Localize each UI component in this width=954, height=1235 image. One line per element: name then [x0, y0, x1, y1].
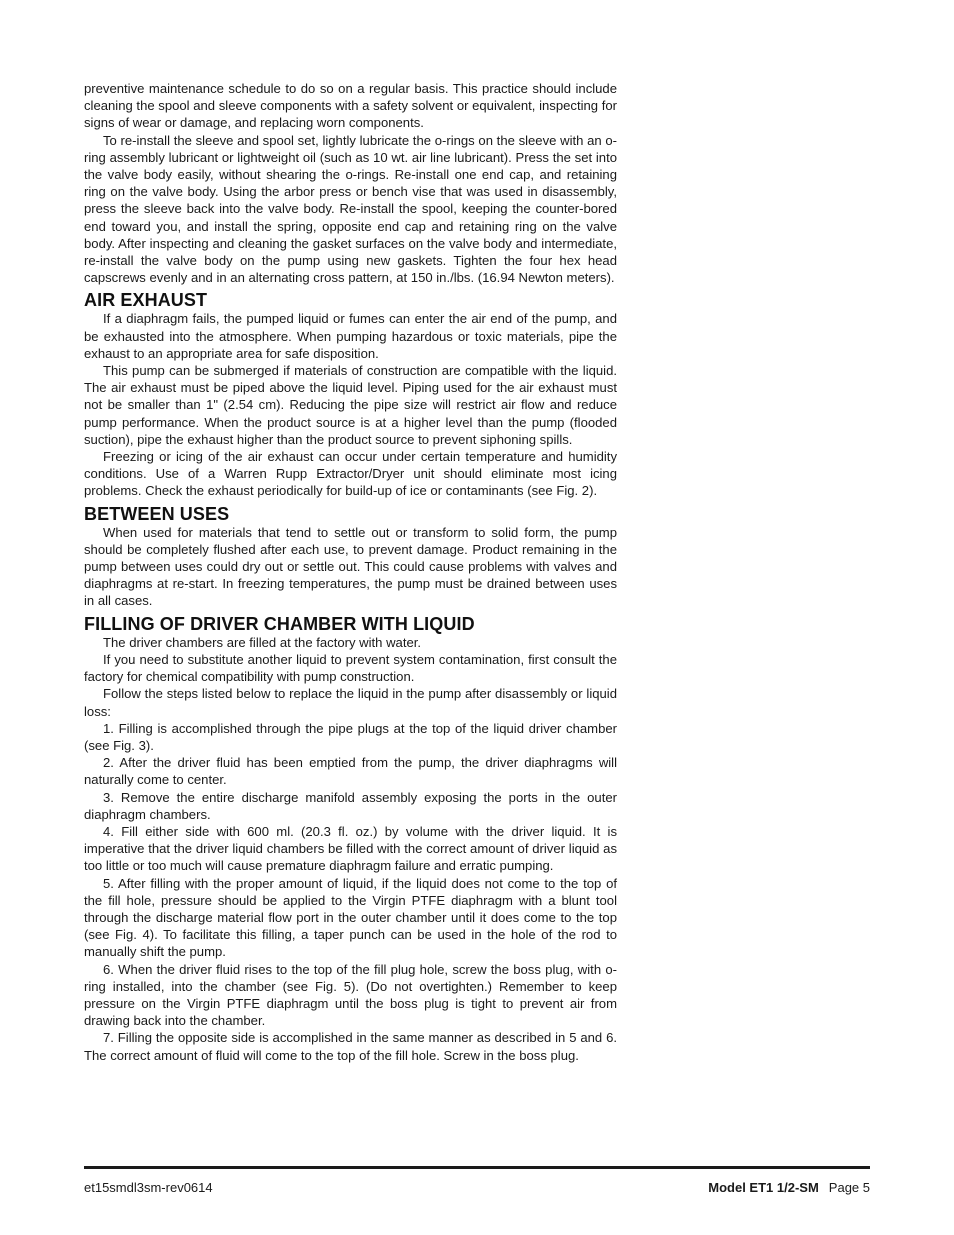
footer-page-number: Page 5 — [828, 1180, 870, 1195]
filling-step-4: 4. Fill either side with 600 ml. (20.3 fl. oz.) by volume with the driver liquid. It is imperative that the driver liquid chambers be filled with the correct amount of driver liquid as too little or too much will cause premature diaphragm failure and erratic pumping. — [84, 823, 617, 874]
between-uses-section — [84, 504, 617, 610]
filling-section — [84, 614, 617, 1064]
air-exhaust-paragraph-3: Freezing or icing of the air exhaust can occur under certain temperature and humidity conditions. Use of a Warren Rupp Extractor/Dryer unit should eliminate most icing problems. Check the exhaust periodically for build-up of ice or contaminants (see Fig. 2). — [84, 449, 617, 499]
filling-paragraph-2: If you need to substitute another liquid to prevent system contamination, first consult the factory for chemical compatibility with pump construction. — [84, 651, 617, 685]
footer-model-page — [708, 1180, 870, 1195]
intro-paragraph-2: To re-install the sleeve and spool set, lightly lubricate the o-rings on the sleeve with an o-ring assembly lubricant or lightweight oil (such as 10 wt. air line lubricant). Press the set into the valve body easily, without shearing the o-rings. Re-install one end cap, and retaining ring on the valve body. Using the arbor press or bench vise that was used in disassembly, press the sleeve back into the valve body. Re-install the spool, keeping the counter-bored end toward you, and install the spring, opposite end cap and retaining ring on the valve body. After inspecting and cleaning the gasket surfaces on the valve body and intermediate, re-install the valve body on the pump using new gaskets. Tighten the four hex head capscrews evenly and in an alternating cross pattern, at 150 in./lbs. (16.94 Newton meters). — [84, 132, 617, 286]
filling-paragraph-3: Follow the steps listed below to replace the liquid in the pump after disassembly or liquid loss: — [84, 686, 617, 719]
air-exhaust-heading: AIR EXHAUST — [84, 290, 208, 311]
filling-step-5: 5. After filling with the proper amount of liquid, if the liquid does not come to the top of the fill hole, pressure should be applied to the Virgin PTFE diaphragm with a blunt tool through the discharge material flow port in the outer chamber until it does come to the top (see Fig. 4). To facilitate this filling, a taper punch can be used in the hole of the rod to manually shift the pump. — [84, 875, 617, 960]
filling-step-3: 3. Remove the entire discharge manifold assembly exposing the ports in the outer diaphragm chambers. — [84, 789, 617, 822]
filling-heading: FILLING OF DRIVER CHAMBER WITH LIQUID — [84, 613, 475, 634]
filling-step-7: 7. Filling the opposite side is accomplished in the same manner as described in 5 and 6. The correct amount of fluid will come to the top of the fill hole. Screw in the boss plug. — [84, 1030, 617, 1063]
between-uses-heading: BETWEEN USES — [84, 503, 230, 524]
filling-step-6: 6. When the driver fluid rises to the top of the fill plug hole, screw the boss plug, with o-ring installed, into the chamber (see Fig. 5). (Do not overtighten.) Remember to keep pressure on the Virgin PTFE diaphragm until the boss plug is tight to prevent air from drawing back into the chamber. — [84, 961, 617, 1029]
filling-paragraph-1: The driver chambers are filled at the factory with water. — [103, 634, 422, 650]
filling-step-2: 2. After the driver fluid has been emptied from the pump, the driver diaphragms will naturally come to center. — [84, 755, 617, 788]
footer-model: Model ET1 1/2-SM — [708, 1180, 819, 1195]
footer-doc-code: et15smdl3sm-rev0614 — [84, 1180, 213, 1195]
filling-step-1: 1. Filling is accomplished through the pipe plugs at the top of the liquid driver chamber (see Fig. 3). — [84, 720, 617, 753]
air-exhaust-section — [84, 290, 617, 499]
text-column — [84, 80, 617, 1064]
between-uses-paragraph: When used for materials that tend to settle out or transform to solid form, the pump should be completely flushed after each use, to prevent damage. Product remaining in the pump between uses could dry out or settle out. This could cause problems with valves and diaphragms at re-start. In freezing temperatures, the pump must be drained between uses in all cases. — [84, 524, 617, 609]
footer-divider — [84, 1166, 870, 1169]
air-exhaust-paragraph-2: This pump can be submerged if materials of construction are compatible with the liquid. The air exhaust must be piped above the liquid level. Piping used for the air exhaust must not be smaller than 1" (2.54 cm). Reducing the pipe size will restrict air flow and reduce pump performance. When the product source is at a higher level than the pump (flooded suction), pipe the exhaust higher than the product source to prevent siphoning spills. — [84, 363, 617, 447]
air-exhaust-paragraph-1: If a diaphragm fails, the pumped liquid or fumes can enter the air end of the pump, and be exhausted into the atmosphere. When pumping hazardous or toxic materials, pipe the exhaust to an appropriate area for safe disposition. — [84, 311, 617, 361]
intro-paragraph-1: preventive maintenance schedule to do so on a regular basis. This practice should include cleaning the spool and sleeve components with a safety solvent or equivalent, inspecting for signs of wear or damage, and replacing worn components. — [84, 81, 617, 131]
